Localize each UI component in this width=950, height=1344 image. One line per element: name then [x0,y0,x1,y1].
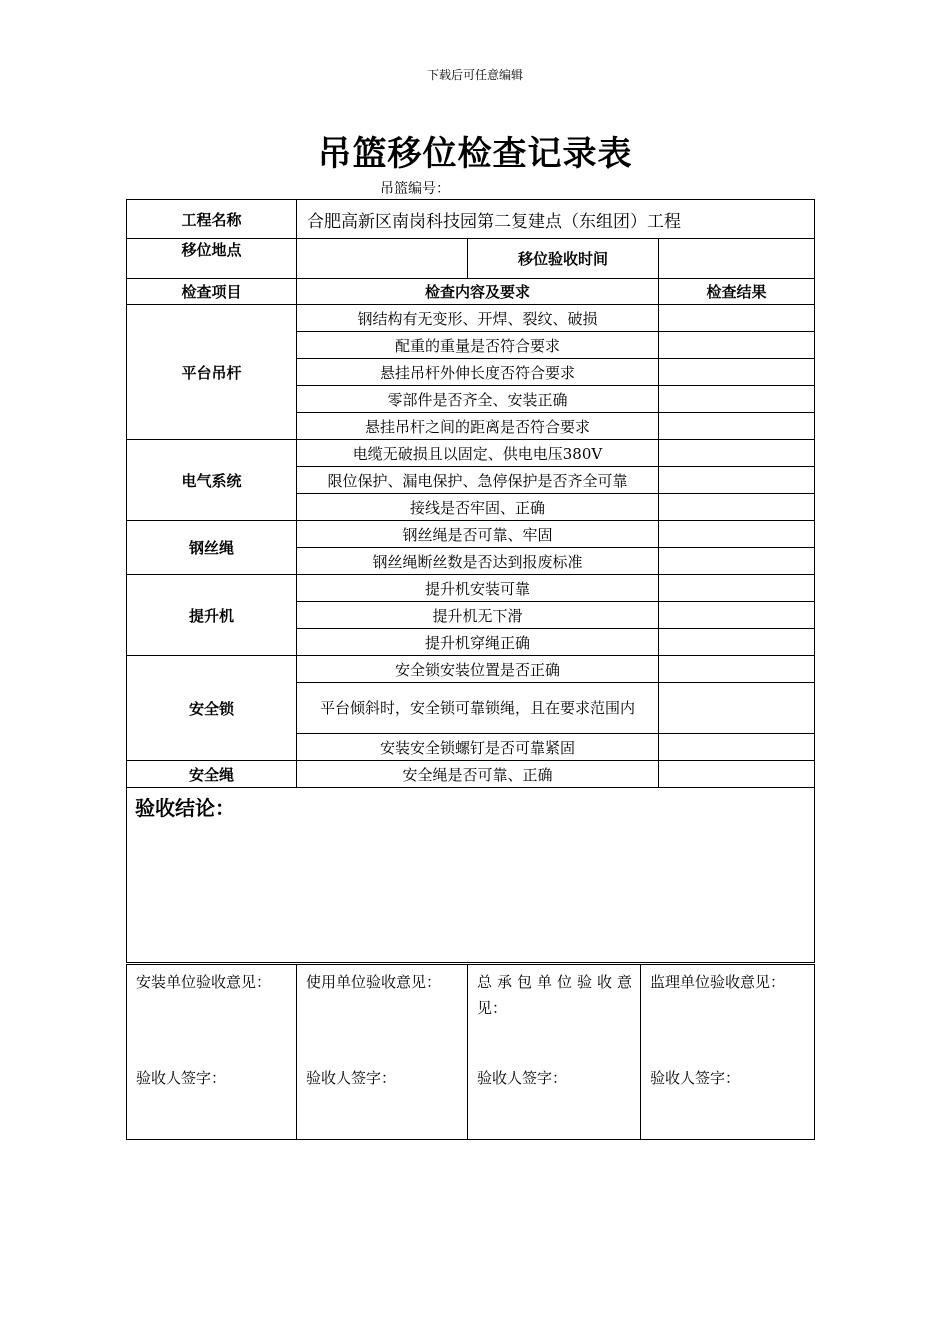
check-content: 提升机无下滑 [297,602,659,629]
signer-label: 验收人签字： [650,1069,741,1087]
check-result[interactable] [659,440,815,467]
check-content: 提升机穿绳正确 [297,629,659,656]
signature-row [127,965,815,1140]
check-content: 钢结构有无变形、开焊、裂纹、破损 [297,305,659,332]
opinion-label-line2: 见： [477,999,508,1017]
category-safety-rope: 安全绳 [127,761,297,788]
check-result[interactable] [659,656,815,683]
opinion-label [477,969,632,1021]
opinion-label: 监理单位验收意见： [650,973,786,991]
basket-number-label: 吊篮编号： [380,181,450,197]
check-content: 限位保护、漏电保护、急停保护是否齐全可靠 [297,467,659,494]
time-label: 移位验收时间 [468,239,659,279]
check-row [127,575,815,602]
check-content: 安装安全锁螺钉是否可靠紧固 [297,734,659,761]
signer-label: 验收人签字： [477,1069,568,1087]
check-row [127,521,815,548]
check-row [127,305,815,332]
check-content: 钢丝绳断丝数是否达到报废标准 [297,548,659,575]
project-label: 工程名称 [127,200,297,239]
top-note: 下载后可任意编辑 [426,68,523,82]
col-header-content: 检查内容及要求 [297,279,659,305]
opinion-label: 使用单位验收意见： [306,973,442,991]
conclusion-cell[interactable] [127,788,815,963]
check-content: 钢丝绳是否可靠、牢固 [297,521,659,548]
check-result[interactable] [659,602,815,629]
conclusion-label: 验收结论： [135,796,235,820]
check-row [127,761,815,788]
check-content: 悬挂吊杆外伸长度否符合要求 [297,359,659,386]
signature-table [126,964,815,1140]
col-header-item: 检查项目 [127,279,297,305]
check-result[interactable] [659,386,815,413]
time-value[interactable] [659,239,815,279]
category-wire-rope: 钢丝绳 [127,521,297,575]
category-safety-lock: 安全锁 [127,656,297,761]
location-label: 移位地点 [127,239,297,279]
opinion-label-line1: 总承包单位验收意 [477,973,632,991]
signer-label: 验收人签字： [136,1069,227,1087]
check-content: 平台倾斜时，安全锁可靠锁绳，且在要求范围内 [297,683,659,734]
check-content: 接线是否牢固、正确 [297,494,659,521]
signature-cell-user[interactable] [297,965,468,1140]
col-header-result: 检查结果 [659,279,815,305]
check-result[interactable] [659,734,815,761]
check-result[interactable] [659,761,815,788]
check-content: 悬挂吊杆之间的距离是否符合要求 [297,413,659,440]
conclusion-row [127,788,815,963]
signature-cell-supervisor[interactable] [641,965,815,1140]
check-result[interactable] [659,467,815,494]
check-result[interactable] [659,629,815,656]
signature-cell-contractor[interactable] [468,965,641,1140]
column-header-row [127,279,815,305]
project-value: 合肥高新区南岗科技园第二复建点（东组团）工程 [297,200,815,239]
check-row [127,656,815,683]
signature-cell-installer[interactable] [127,965,297,1140]
check-content: 安全绳是否可靠、正确 [297,761,659,788]
check-result[interactable] [659,332,815,359]
check-content: 安全锁安装位置是否正确 [297,656,659,683]
check-result[interactable] [659,548,815,575]
check-result[interactable] [659,494,815,521]
project-row [127,200,815,239]
opinion-label: 安装单位验收意见： [136,973,272,991]
category-electrical-system: 电气系统 [127,440,297,521]
check-result[interactable] [659,305,815,332]
check-result[interactable] [659,413,815,440]
location-row [127,239,815,279]
check-row [127,440,815,467]
check-result[interactable] [659,575,815,602]
check-content: 提升机安装可靠 [297,575,659,602]
page-title: 吊篮移位检查记录表 [317,134,633,174]
inspection-table [126,199,815,963]
check-result[interactable] [659,683,815,734]
check-content: 电缆无破损且以固定、供电电压380V [297,440,659,467]
location-value[interactable] [297,239,468,279]
check-content: 零部件是否齐全、安装正确 [297,386,659,413]
check-content: 配重的重量是否符合要求 [297,332,659,359]
category-platform-hanger: 平台吊杆 [127,305,297,440]
category-hoist: 提升机 [127,575,297,656]
signer-label: 验收人签字： [306,1069,397,1087]
check-result[interactable] [659,359,815,386]
check-result[interactable] [659,521,815,548]
